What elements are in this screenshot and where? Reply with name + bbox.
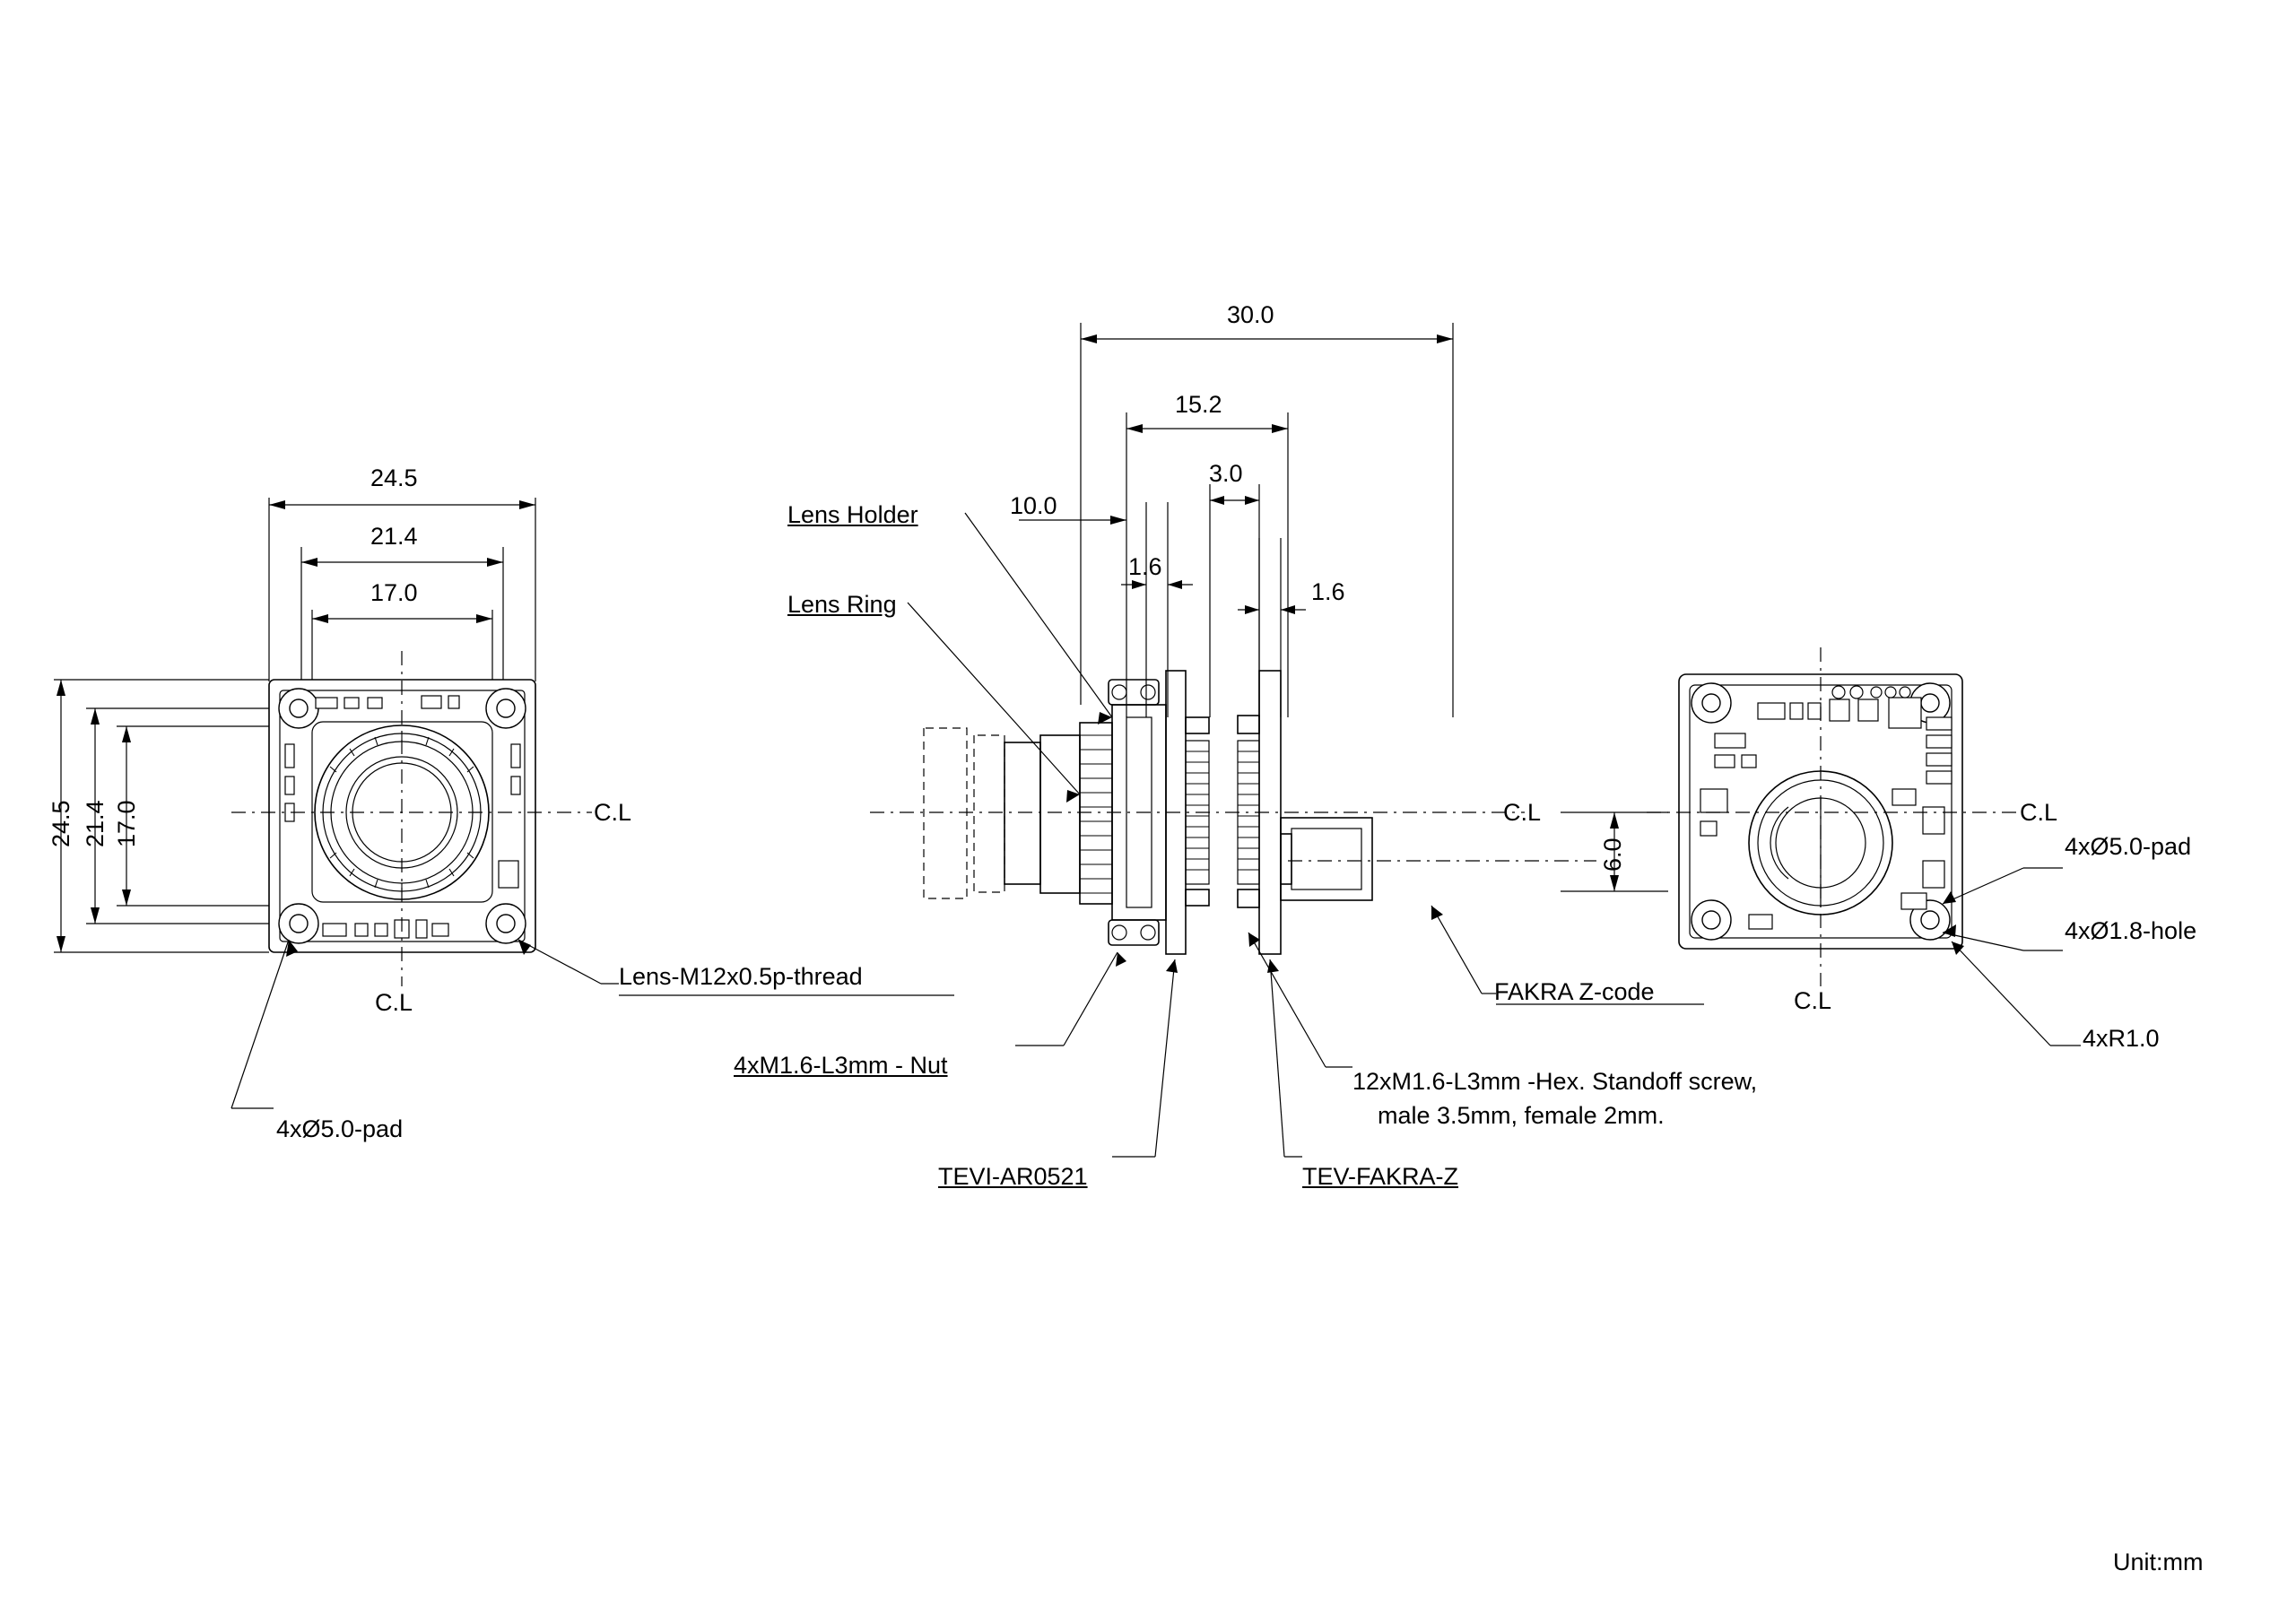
front-dim-top-inner: 17.0 <box>370 579 418 606</box>
side-callout-tev-fakra: TEV-FAKRA-Z <box>1302 1163 1459 1190</box>
rear-centerline-right-label: C.L <box>2020 799 2058 826</box>
rear-dim-left-vertical: 6.0 <box>1599 837 1626 872</box>
side-dim-100: 10.0 <box>1010 492 1057 519</box>
front-dim-left-outer: 24.5 <box>48 800 74 847</box>
side-callout-lens-ring: Lens Ring <box>787 591 897 618</box>
front-dim-left-inner: 17.0 <box>113 800 140 847</box>
front-centerline-right-label: C.L <box>594 799 632 826</box>
side-dim-30: 3.0 <box>1209 460 1243 487</box>
side-view-geometry <box>870 323 1704 1157</box>
side-callout-standoff-line1: 12xM1.6-L3mm -Hex. Standoff screw, <box>1352 1068 1758 1095</box>
side-callout-nut: 4xM1.6-L3mm - Nut <box>734 1052 948 1079</box>
side-callout-lens-holder: Lens Holder <box>787 501 918 528</box>
rear-callout-radius: 4xR1.0 <box>2083 1025 2160 1052</box>
side-centerline-right-label: C.L <box>1503 799 1542 826</box>
front-dim-top-outer: 24.5 <box>370 464 418 491</box>
unit-note: Unit:mm <box>2113 1549 2204 1575</box>
front-callout-lens-thread: Lens-M12x0.5p-thread <box>619 963 863 990</box>
front-dim-left-mid: 21.4 <box>82 800 109 847</box>
side-dim-overall: 30.0 <box>1227 301 1274 328</box>
front-callout-pad: 4xØ5.0-pad <box>276 1115 404 1142</box>
side-callout-fakra-zcode: FAKRA Z-code <box>1494 978 1655 1005</box>
side-callout-tevi: TEVI-AR0521 <box>938 1163 1088 1190</box>
side-dim-16-right: 1.6 <box>1311 578 1345 605</box>
front-centerline-bottom-label: C.L <box>375 989 413 1016</box>
side-dim-16-left: 1.6 <box>1128 553 1162 580</box>
rear-callout-hole: 4xØ1.8-hole <box>2065 917 2197 944</box>
rear-callout-pad: 4xØ5.0-pad <box>2065 833 2192 860</box>
side-dim-152: 15.2 <box>1175 391 1222 418</box>
side-callout-standoff-line2: male 3.5mm, female 2mm. <box>1378 1102 1665 1129</box>
rear-centerline-bottom-label: C.L <box>1794 987 1832 1014</box>
front-dim-top-mid: 21.4 <box>370 523 418 550</box>
